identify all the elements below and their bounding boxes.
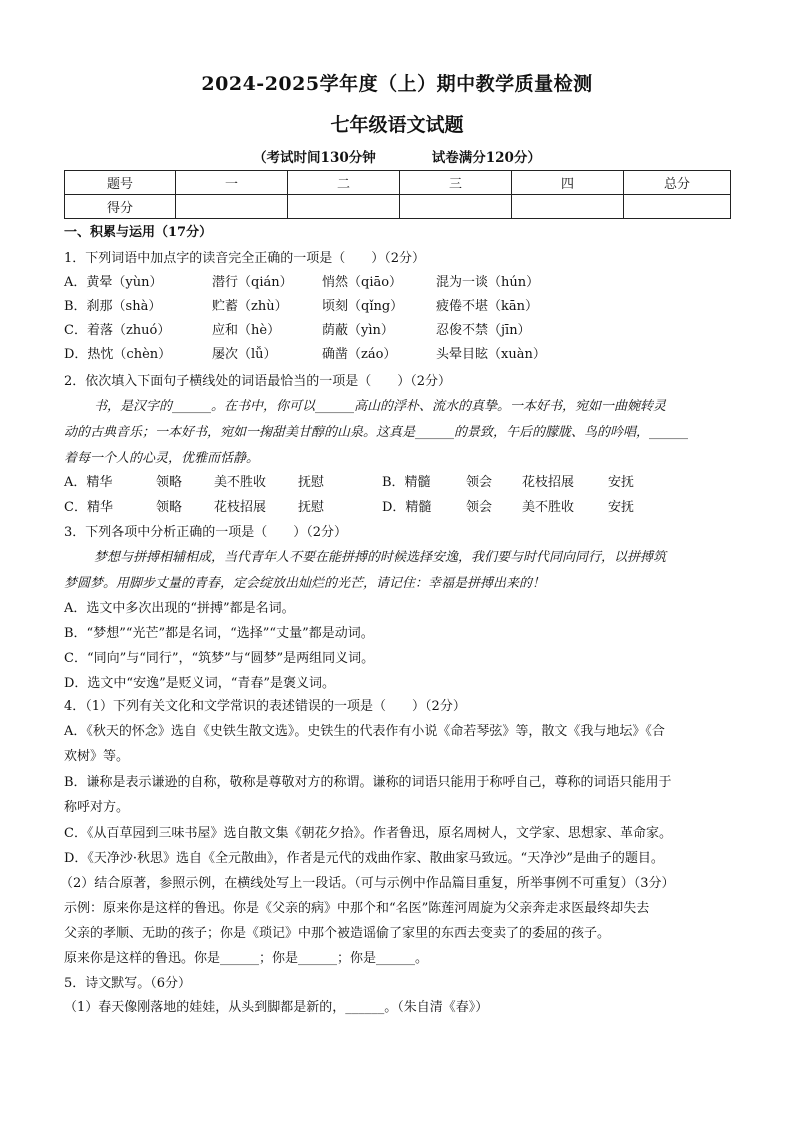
section-title: 一、积累与运用（17分）	[64, 225, 213, 240]
question-4-example: 示例：原来你是这样的鲁迅。你是《父亲的病》中那个和“名医”陈莲河周旋为父亲奔走求医最终却失去	[64, 901, 650, 916]
score-table-header-row	[65, 171, 731, 195]
question-5-item-1: （1）春天像刚落地的娃娃，从头到脚都是新的，______。（朱自清《春》）	[64, 1000, 489, 1015]
question-4-example-cont: 父亲的孝顺、无助的孩子；你是《琐记》中那个被造谣偷了家里的东西去变卖了的委屈的孩子。	[64, 926, 611, 941]
question-2-stem: 2．依次填入下面句子横线处的词语最恰当的一项是（ ）（2分）	[64, 374, 452, 389]
score-cell: 二	[288, 171, 400, 195]
question-1-stem: 1．下列词语中加点字的读音完全正确的一项是（ ）（2分）	[64, 251, 426, 266]
question-2-passage: 着每一个人的心灵，优雅而恬静。	[64, 451, 260, 466]
score-input-cell[interactable]	[400, 195, 512, 219]
question-4-option-a-cont: 欢树》等。	[64, 749, 130, 764]
exam-time: （考试时间130分钟	[253, 150, 376, 166]
score-cell: 得分	[65, 195, 176, 219]
question-4-stem: 4．（1）下列有关文化和文学常识的表述错误的一项是（ ）（2分）	[64, 699, 466, 714]
score-cell: 题号	[65, 171, 176, 195]
question-5-stem: 5．诗文默写。（6分）	[64, 976, 192, 991]
question-4-part-2: （2）结合原著，参照示例，在横线处写上一段话。（可与示例中作品篇目重复，所举事例不可重复）（3分）	[60, 876, 675, 891]
question-2-passage: 动的古典音乐；一本好书，宛如一掬甜美甘醇的山泉。这真是______的景致，午后的朦胧、鸟的吟唱，______	[64, 425, 689, 440]
question-3-option-c: C．“同向”与“同行”，“筑梦”与“圆梦”是两组同义词。	[64, 651, 375, 666]
question-4-fill-blank: 原来你是这样的鲁迅。你是______；你是______；你是______。	[64, 951, 429, 966]
score-input-cell[interactable]	[624, 195, 731, 219]
question-4-option-b: B．谦称是表示谦逊的自称，敬称是尊敬对方的称谓。谦称的词语只能用于称呼自己，尊称的词语只能用于	[64, 775, 672, 790]
score-cell: 三	[400, 171, 512, 195]
exam-subtitle: 七年级语文试题	[330, 114, 464, 136]
exam-info	[0, 146, 794, 166]
question-4-option-a: A．《秋天的怀念》选自《史铁生散文选》。史铁生的代表作有小说《命若琴弦》等，散文《我与地坛》《合	[64, 724, 665, 739]
score-input-cell[interactable]	[176, 195, 288, 219]
question-4-option-b-cont: 称呼对方。	[64, 800, 130, 815]
question-2-passage: 书，是汉字的______。在书中，你可以______高山的浮朴、流水的真挚。一本好书，宛如一曲婉转灵	[94, 399, 667, 414]
score-table-score-row	[65, 195, 731, 219]
question-4-option-c: C．《从百草园到三味书屋》选自散文集《朝花夕拾》。作者鲁迅，原名周树人，文学家、思想家、革命家。	[64, 826, 672, 841]
exam-title: 2024-2025学年度（上）期中教学质量检测	[201, 73, 593, 95]
question-3-option-d: D．选文中“安逸”是贬义词，“青春”是褒义词。	[64, 676, 336, 691]
score-cell: 一	[176, 171, 288, 195]
question-3-passage: 梦想与拼搏相辅相成，当代青年人不要在能拼搏的时候选择安逸，我们要与时代同向同行，以拼搏筑	[94, 550, 667, 565]
exam-page: 2024-2025学年度（上）期中教学质量检测 七年级语文试题 （考试时间130分钟 试卷满分120分） 题号 一 二 三 四 总分 得分 一、积累与运用（17分） 1．下列词语中加点字的读音完全正确的一项是（ ）（2分） A．黄晕（yùn） 潜行（qián） 悄然（qiāo） 混为一谈（hún） B．刹那（shà） 贮蓄（zhù） 顷刻（qǐng） 疲倦不堪（kān） C．着落（zhuó） 应和（hè） 荫蔽（yìn） 忍俊不禁（jīn） D．热忱（chèn） 屡次（lǚ） 确凿（záo） 头晕目眩（xuàn） 2．依次填入下面句子横线处的词语最恰当的一项是（ ）（2分） 书，是汉字的______。在书中，你可以______高山的浮朴、流水的真挚。一本好书，宛如一曲婉转灵 动的古典音乐；一本好书，宛如一掬甜美甘醇的山泉。这真是______的景致，午后的朦胧、鸟的吟唱，______ 着每一个人的心灵，优雅而恬静。 A．精华 领略 美不胜收 抚慰 B．精髓 领会 花枝招展 安抚 C．精华 领略 花枝招展 抚慰 D．精髓 领会 美不胜收 安抚 3．下列各项中分析正确的一项是（ ）（2分） 梦想与拼搏相辅相成，当代青年人不要在能拼搏的时候选择安逸，我们要与时代同向同行，以拼搏筑 梦圆梦。用脚步丈量的青春，定会绽放出灿烂的光芒，请记住：幸福是拼搏出来的！ A．选文中多次出现的“拼搏”都是名词。 B．“梦想”“光芒”都是名词，“选择”“丈量”都是动词。 C．“同向”与“同行”，“筑梦”与“圆梦”是两组同义词。 D．选文中“安逸”是贬义词，“青春”是褒义词。 4．（1）下列有关文化和文学常识的表述错误的一项是（ ）（2分） A．《秋天的怀念》选自《史铁生散文选》。史铁生的代表作有小说《命若琴弦》等，散文《我与地坛》《合 欢树》等。 B．谦称是表示谦逊的自称，敬称是尊敬对方的称谓。谦称的词语只能用于称呼自己，尊称的词语只能用于 称呼对方。 C．《从百草园到三味书屋》选自散文集《朝花夕拾》。作者鲁迅，原名周树人，文学家、思想家、革命家。 D．《天净沙·秋思》选自《全元散曲》，作者是元代的戏曲作家、散曲家马致远。“天净沙”是曲子的题目。 （2）结合原著，参照示例，在横线处写上一段话。（可与示例中作品篇目重复，所举事例不可重复）（3分） 示例：原来你是这样的鲁迅。你是《父亲的病》中那个和“名医”陈莲河周旋为父亲奔走求医最终却失去 父亲的孝顺、无助的孩子；你是《琐记》中那个被造谣偷了家里的东西去变卖了的委屈的孩子。 原来你是这样的鲁迅。你是______；你是______；你是______。 5．诗文默写。（6分） （1）春天像刚落地的娃娃，从头到脚都是新的，______。（朱自清《春》）	[0, 0, 794, 1123]
exam-score: 试卷满分120分）	[431, 150, 541, 166]
score-input-cell[interactable]	[512, 195, 624, 219]
question-3-option-b: B．“梦想”“光芒”都是名词，“选择”“丈量”都是动词。	[64, 626, 374, 641]
score-table	[64, 170, 731, 219]
score-cell: 四	[512, 171, 624, 195]
question-3-stem: 3．下列各项中分析正确的一项是（ ）（2分）	[64, 525, 348, 540]
score-input-cell[interactable]	[288, 195, 400, 219]
question-4-option-d: D．《天净沙·秋思》选自《全元散曲》，作者是元代的戏曲作家、散曲家马致远。“天净沙”是曲子的题目。	[64, 851, 664, 866]
question-3-option-a: A．选文中多次出现的“拼搏”都是名词。	[64, 601, 295, 616]
question-3-passage: 梦圆梦。用脚步丈量的青春，定会绽放出灿烂的光芒，请记住：幸福是拼搏出来的！	[64, 576, 546, 591]
score-cell: 总分	[624, 171, 731, 195]
